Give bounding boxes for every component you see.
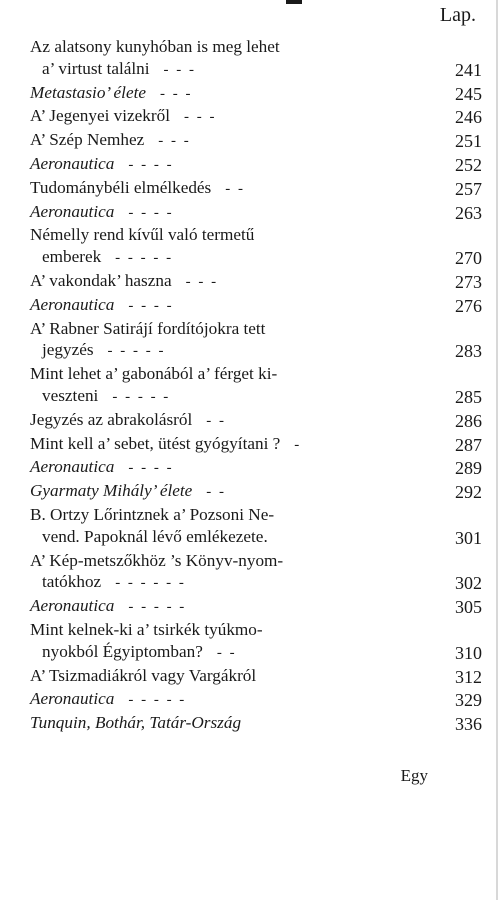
toc-entry [30, 318, 482, 364]
toc-entry [30, 550, 482, 596]
leader-dashes: - - - [159, 85, 193, 102]
entry-title: Aeronautica [30, 457, 115, 477]
entry-page-number: 276 [455, 295, 482, 316]
leader-dashes: - - - - - [112, 388, 171, 405]
leader-dashes [268, 530, 282, 546]
entry-page-number: 246 [455, 107, 482, 128]
entry-page-number: 301 [455, 527, 482, 548]
entry-page-number: 336 [455, 714, 482, 735]
toc-entry [30, 177, 482, 201]
page-column-header: Lap. [439, 4, 476, 26]
toc-entry [30, 619, 482, 665]
toc-entry [30, 129, 482, 153]
leader-dashes: - - - - - [128, 692, 187, 709]
entry-title: Tudománybéli elmélkedés [30, 177, 212, 197]
toc-entry [30, 201, 482, 225]
entry-page-number: 257 [455, 178, 482, 199]
entry-page-number: 286 [455, 410, 482, 431]
entry-title: Aeronautica [30, 689, 115, 709]
leader-dashes: - - - [158, 133, 191, 150]
entry-title-continuation: emberek [42, 247, 102, 267]
toc-entry [30, 153, 482, 177]
leader-dashes: - - - - [128, 297, 174, 314]
entry-title-continuation: tatókhoz [42, 572, 102, 592]
entry-page-number: 305 [455, 597, 482, 618]
entry-title: Az alatsony kunyhóban is meg lehet [30, 37, 280, 56]
entry-page-number: 270 [455, 248, 482, 269]
entry-page-number: 292 [455, 482, 482, 503]
catchword: Egy [400, 766, 428, 785]
entry-title: A’ Tsizmadiákról vagy Vargákról [30, 665, 257, 685]
leader-dashes [241, 716, 255, 732]
entry-title: Némelly rend kívűl való termetű [30, 225, 255, 245]
entry-title: Aeronautica [30, 153, 115, 173]
entry-page-number: 241 [455, 59, 482, 80]
entry-page-number: 263 [455, 202, 482, 223]
entry-title: Mint kelnek-ki a’ tsirkék tyúkmo- [30, 619, 263, 639]
toc-entry [30, 82, 482, 106]
toc-entry [30, 433, 482, 457]
top-rule [286, 0, 302, 4]
toc-entry [30, 294, 482, 318]
toc-entry [30, 363, 482, 409]
entry-title: Jegyzés az abrakolásról [30, 409, 193, 429]
leader-dashes: - - - [163, 61, 197, 78]
leader-dashes: - - - - - [115, 250, 174, 267]
toc-entry [30, 456, 482, 480]
toc-entry [30, 270, 482, 294]
entry-page-number: 287 [455, 434, 482, 455]
leader-dashes: - - [216, 644, 237, 661]
entry-title: Gyarmaty Mihály’ élete [30, 481, 193, 501]
entry-page-number: 329 [455, 690, 482, 711]
entry-page-number: 310 [455, 642, 482, 663]
leader-dashes: - - - - [128, 460, 174, 477]
toc-entry [30, 595, 482, 619]
entry-page-number: 251 [455, 131, 482, 152]
toc-entry [30, 409, 482, 433]
entry-title-continuation: nyokból Égyiptomban? [42, 641, 203, 661]
entry-title-continuation: veszteni [42, 385, 99, 405]
toc-entry [30, 36, 482, 82]
entry-page-number: 302 [455, 573, 482, 594]
leader-dashes: - - - [185, 273, 219, 290]
entry-title: Aeronautica [30, 201, 115, 221]
entry-title-continuation: vend. Papoknál lévő emlékezete. [42, 526, 268, 546]
entry-title: Tunquin, Bothár, Tatár-Ország [30, 713, 242, 733]
toc-entry [30, 504, 482, 550]
toc-entry [30, 480, 482, 504]
toc-entry [30, 105, 482, 129]
entry-title: B. Ortzy Lőrintznek a’ Pozsoni Ne- [30, 504, 275, 524]
entry-page-number: 289 [455, 458, 482, 479]
entry-title: Aeronautica [30, 596, 115, 616]
leader-dashes: - - [225, 180, 245, 197]
leader-dashes: - - - - [128, 156, 174, 173]
entry-title: Mint kell a’ sebet, ütést gyógyítani ? [30, 433, 281, 453]
table-of-contents [30, 36, 482, 736]
leader-dashes: - - - [184, 109, 217, 126]
toc-entry [30, 688, 482, 712]
entry-title-continuation: jegyzés [42, 340, 94, 360]
entry-title: A’ Jegenyei vizekről [30, 106, 170, 126]
entry-title-continuation: a’ virtust találni [42, 58, 150, 78]
entry-page-number: 252 [455, 154, 482, 175]
entry-title: A’ vakondak’ haszna [30, 270, 172, 290]
leader-dashes: - - - - - - [115, 575, 186, 592]
toc-entry [30, 224, 482, 270]
leader-dashes: - - [206, 412, 226, 429]
leader-dashes: - - [206, 484, 227, 501]
leader-dashes [256, 669, 270, 685]
leader-dashes: - - - - [128, 204, 174, 221]
entry-page-number: 285 [455, 386, 482, 407]
leader-dashes: - [294, 436, 302, 453]
entry-title: A’ Rabner Satirájí fordítójokra tett [30, 318, 266, 338]
entry-page-number: 312 [455, 666, 482, 687]
entry-title: Aeronautica [30, 294, 115, 314]
leader-dashes: - - - - - [107, 343, 166, 360]
entry-title: Metastasio’ élete [30, 82, 146, 102]
leader-dashes: - - - - - [128, 599, 187, 616]
entry-page-number: 283 [455, 341, 482, 362]
entry-page-number: 245 [455, 83, 482, 104]
entry-title: Mint lehet a’ gabonából a’ férget ki- [30, 364, 278, 384]
toc-entry [30, 665, 482, 689]
entry-page-number: 273 [455, 271, 482, 292]
entry-title: A’ Szép Nemhez [30, 130, 145, 150]
toc-entry [30, 712, 482, 736]
entry-title: A’ Kép-metszőkhöz ’s Könyv-nyom- [30, 550, 284, 570]
